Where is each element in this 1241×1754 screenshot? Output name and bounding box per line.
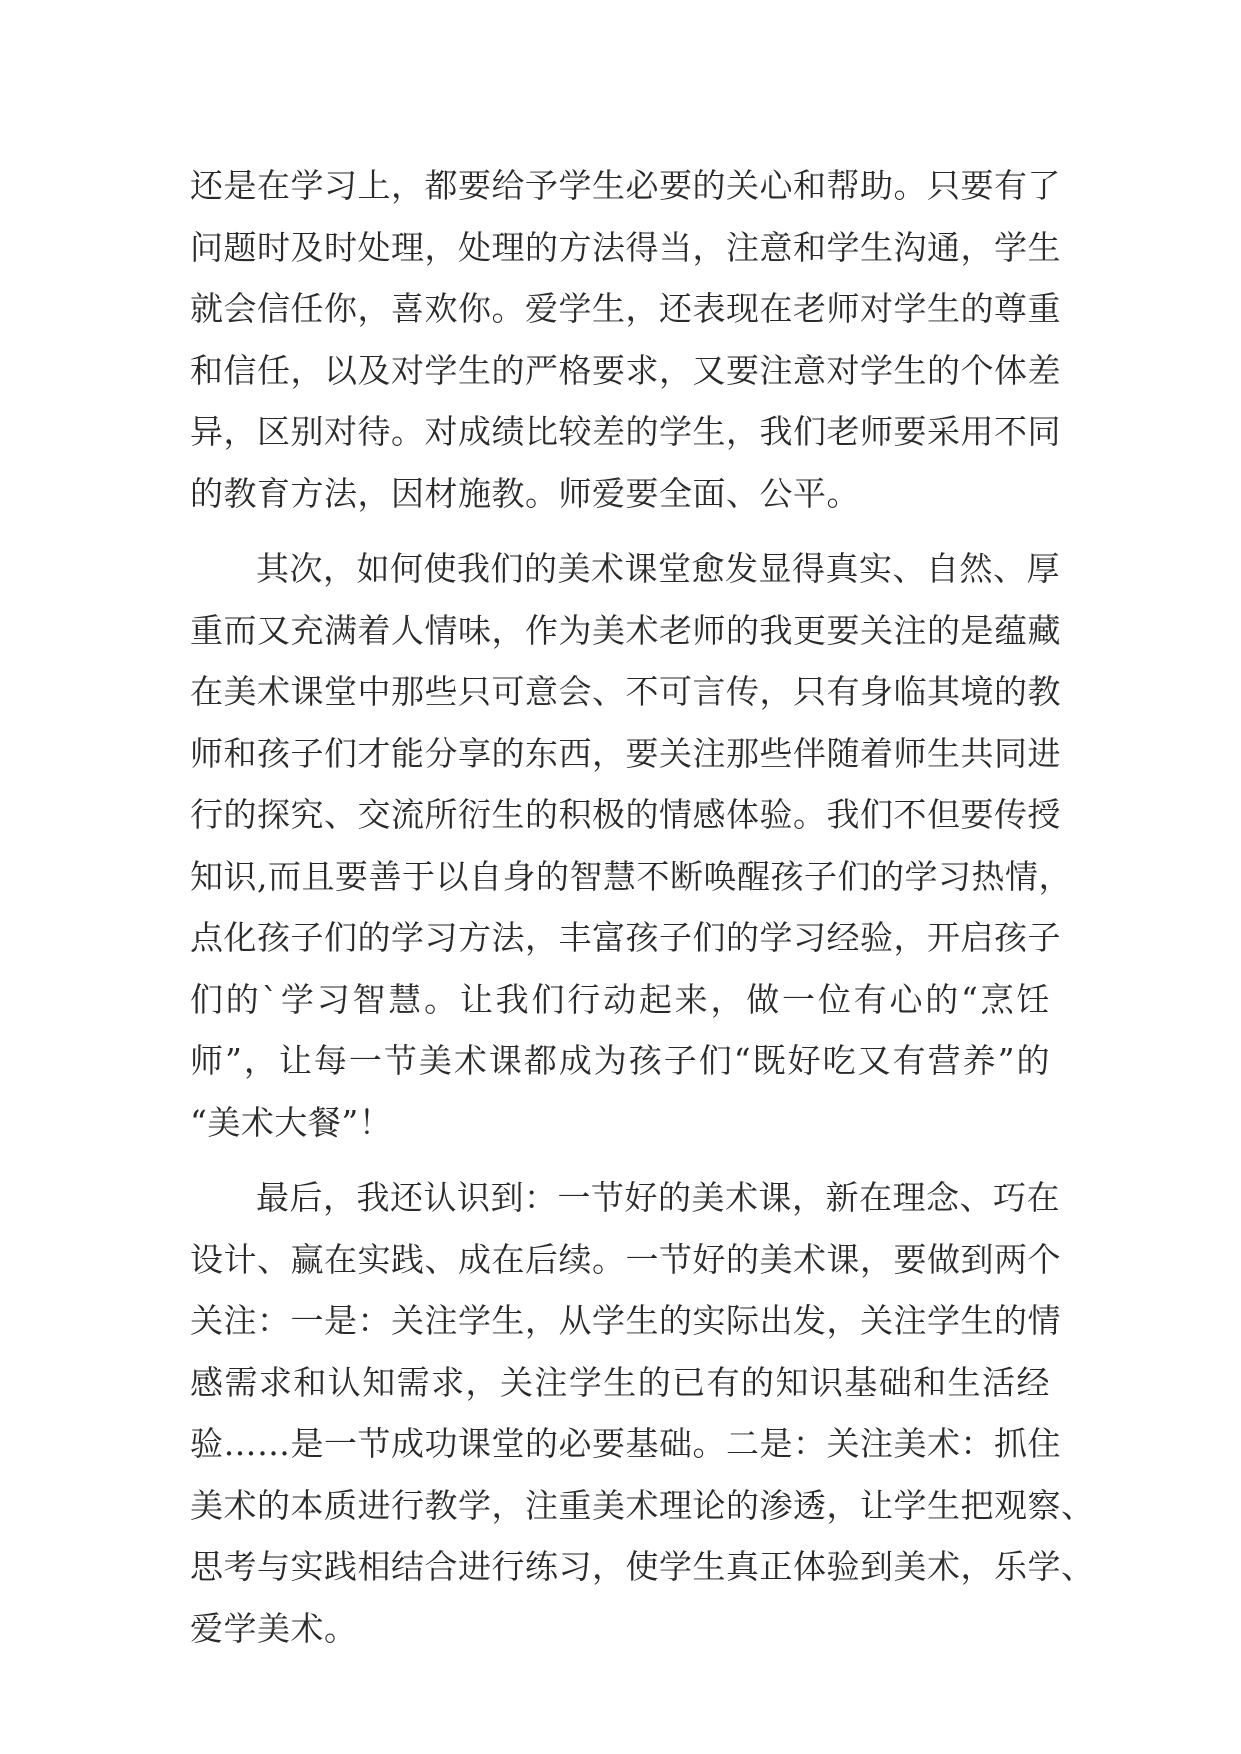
document-body: [190, 155, 1095, 1659]
text-line: 验……是一节成功课堂的必要基础。二是：关注美术：抓住: [190, 1424, 1061, 1463]
text-line: 关注：一是：关注学生，从学生的实际出发，关注学生的情: [190, 1301, 1061, 1340]
text-line: 问题时及时处理，处理的方法得当，注意和学生沟通，学生: [190, 227, 1061, 267]
paragraph-spacer: [190, 524, 1050, 538]
text-line: 异，区别对待。对成绩比较差的学生，我们老师要采用不同: [190, 412, 1061, 451]
paragraph-1: [190, 155, 1061, 524]
text-line: 和信任，以及对学生的严格要求，又要注意对学生的个体差: [190, 350, 1061, 390]
text-line: 知识,而且要善于以自身的智慧不断唤醒孩子们的学习热情，: [190, 856, 1072, 896]
text-line: 爱学美术。: [190, 1608, 358, 1648]
text-line: 美术的本质进行教学，注重美术理论的渗透，让学生把观察、: [190, 1485, 1095, 1525]
text-line: 设计、赢在实践、成在后续。一节好的美术课，要做到两个: [190, 1239, 1061, 1279]
paragraph-3: [190, 1167, 1095, 1659]
text-line: 们的`学习智慧。让我们行动起来，做一位有心的“烹饪: [190, 979, 1050, 1019]
text-line: 其次，如何使我们的美术课堂愈发显得真实、自然、厚: [256, 549, 1060, 588]
text-line: 思考与实践相结合进行练习，使学生真正体验到美术，乐学、: [190, 1547, 1095, 1586]
text-line: 就会信任你，喜欢你。爱学生，还表现在老师对学生的尊重: [190, 289, 1061, 328]
paragraph-2: [190, 538, 1072, 1153]
text-line: 最后，我还认识到：一节好的美术课，新在理念、巧在: [256, 1178, 1060, 1217]
text-line: “美术大餐”！: [190, 1102, 393, 1142]
text-line: 的教育方法，因材施教。师爱要全面、公平。: [190, 473, 860, 513]
text-line: 行的探究、交流所衍生的积极的情感体验。我们不但要传授: [190, 795, 1061, 834]
text-line: 重而又充满着人情味，作为美术老师的我更要关注的是蕴藏: [190, 610, 1061, 650]
text-line: 还是在学习上，都要给予学生必要的关心和帮助。只要有了: [190, 166, 1061, 205]
text-line: 师”，让每一节美术课都成为孩子们“既好吃又有营养”的: [190, 1041, 1050, 1080]
text-line: 师和孩子们才能分享的东西，要关注那些伴随着师生共同进: [190, 733, 1061, 773]
paragraph-spacer: [190, 1153, 1050, 1167]
text-line: 感需求和认知需求，关注学生的已有的知识基础和生活经: [190, 1362, 1050, 1402]
text-line: 点化孩子们的学习方法，丰富孩子们的学习经验，开启孩子: [190, 918, 1061, 957]
text-line: 在美术课堂中那些只可意会、不可言传，只有身临其境的教: [190, 672, 1061, 711]
